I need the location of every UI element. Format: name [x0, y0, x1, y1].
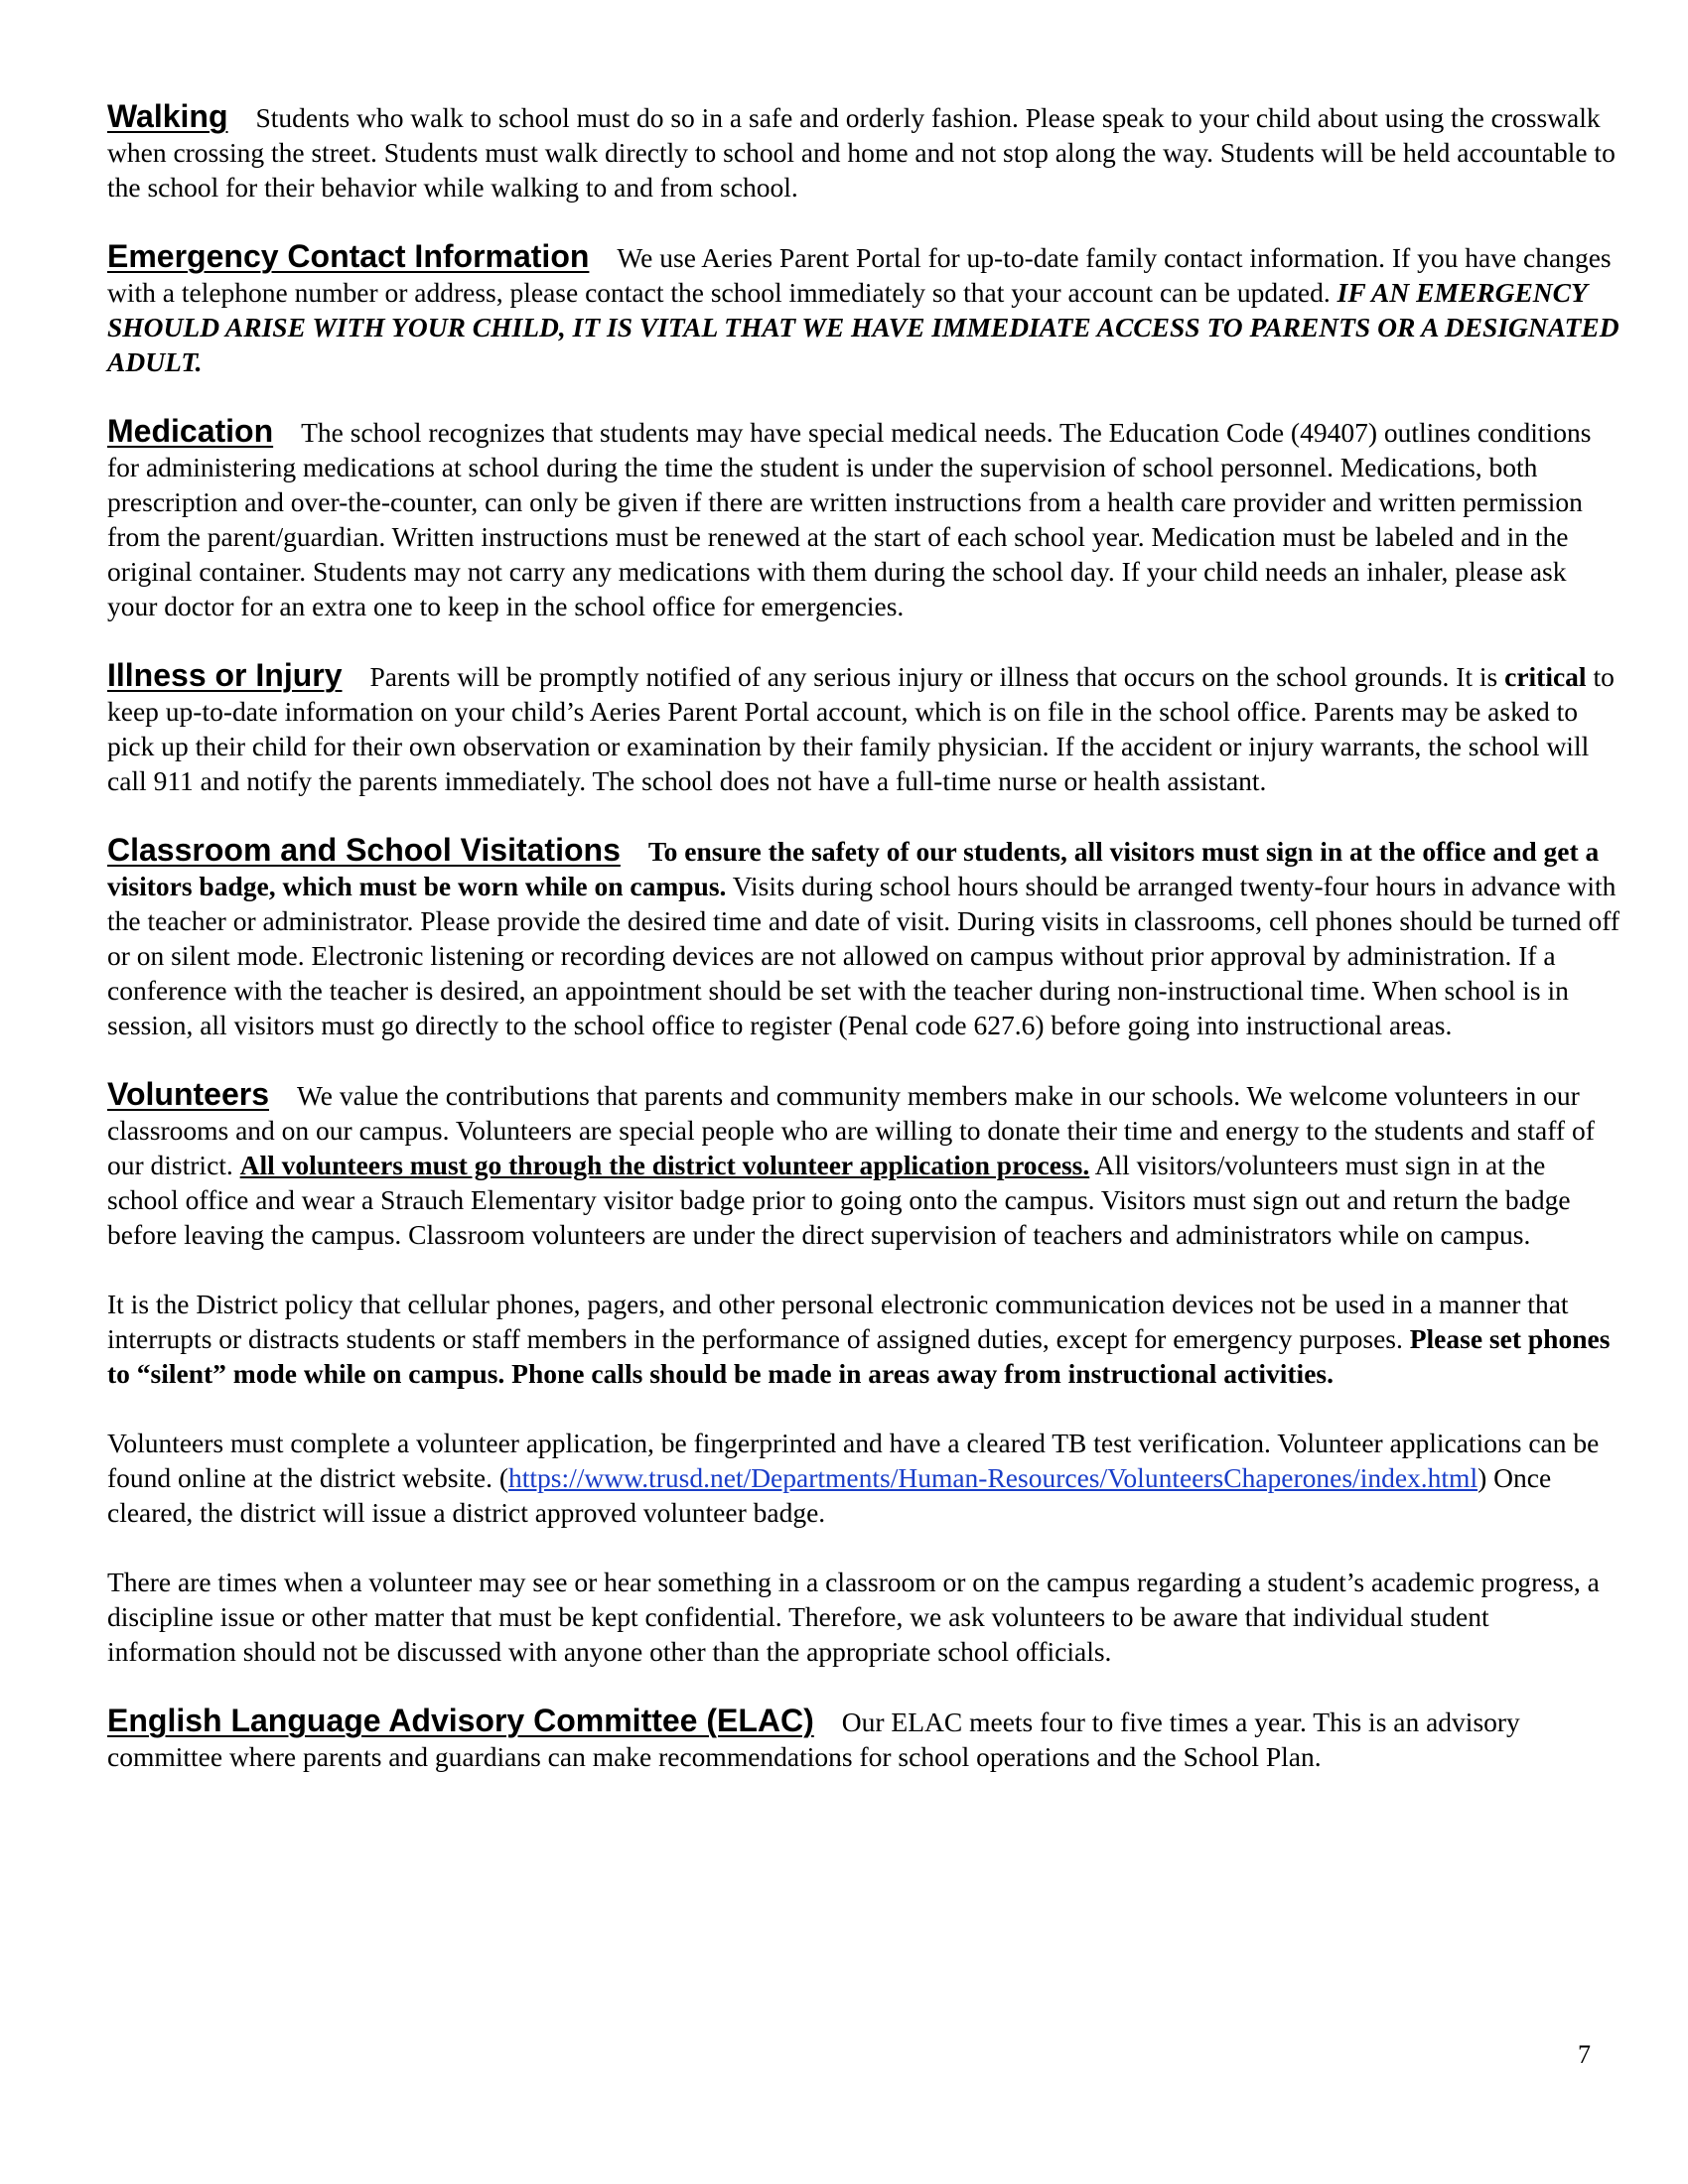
policy-body: It is the District policy that cellular phones, pagers, and other personal electronic communication devices not be used in a manner that interrupts or distracts students or staff members in the performance of assigned duties, except for emergency purposes.	[107, 1289, 1569, 1354]
page-number: 7	[1578, 2040, 1591, 2069]
heading-emergency-contact: Emergency Contact Information	[107, 238, 590, 274]
volunteer-application-link[interactable]: https://www.trusd.net/Departments/Human-Resources/VolunteersChaperones/index.html	[508, 1462, 1478, 1493]
illness-bold: critical	[1504, 661, 1587, 692]
confidential-body: There are times when a volunteer may see or hear something in a classroom or on the campus regarding a student’s academic progress, a discipline issue or other matter that must be kept confidential. Therefore, we ask volunteers to be aware that individual student information should not be discussed with anyone other than the appropriate school officials.	[107, 1567, 1600, 1667]
application-body-1: Volunteers must complete a volunteer application, be fingerprinted and have a cleared TB test verification. Volunteer applications can be found online at the district website. (	[107, 1428, 1600, 1493]
walking-body: Students who walk to school must do so in a safe and orderly fashion. Please speak to your child about using the crosswalk when crossing the street. Students must walk directly to school and home and not stop along the way. Students will be held accountable to the school for their behavior while walking to and from school.	[107, 102, 1616, 203]
paragraph-phone-policy	[107, 1287, 1621, 1391]
paragraph-volunteer-application	[107, 1426, 1621, 1530]
illness-body-1: Parents will be promptly notified of any serious injury or illness that occurs on the school grounds. It is	[369, 661, 1505, 692]
heading-elac: English Language Advisory Committee (ELAC)	[107, 1703, 814, 1738]
section-emergency-contact	[107, 239, 1621, 379]
heading-walking: Walking	[107, 98, 228, 134]
volunteers-body-1: We value the contributions that parents and community members make in our schools. We welcome volunteers in our classrooms and on our campus. Volunteers are special people who are willing to donate their time and energy to the students and staff of our district.	[107, 1080, 1595, 1180]
emergency-emphasis: IF AN EMERGENCY SHOULD ARISE WITH YOUR CHILD, IT IS VITAL THAT WE HAVE IMMEDIATE ACCESS TO PARENTS OR A DESIGNATED ADULT.	[107, 277, 1619, 377]
elac-body: Our ELAC meets four to five times a year. This is an advisory committee where parents and guardians can make recommendations for school operations and the School Plan.	[107, 1706, 1520, 1772]
policy-bold: Please set phones to “silent” mode while on campus. Phone calls should be made in areas away from instructional activities.	[107, 1323, 1611, 1389]
section-medication	[107, 414, 1621, 623]
section-volunteers	[107, 1077, 1621, 1252]
volunteers-bold-underline: All volunteers must go through the district volunteer application process.	[239, 1150, 1090, 1180]
medication-body: The school recognizes that students may have special medical needs. The Education Code (49407) outlines conditions for administering medications at school during the time the student is under the supervision of school personnel. Medications, both prescription and over-the-counter, can only be given if there are written instructions from a health care provider and written permission from the parent/guardian. Written instructions must be renewed at the start of each school year. Medication must be labeled and in the original container. Students may not carry any medications with them during the school day. If your child needs an inhaler, please ask your doctor for an extra one to keep in the school office for emergencies.	[107, 417, 1592, 621]
section-elac	[107, 1704, 1621, 1774]
illness-body-2: to keep up-to-date information on your child’s Aeries Parent Portal account, which is on file in the school office. Parents may be asked to pick up their child for their own observation or examination by their family physician. If the accident or injury warrants, the school will call 911 and notify the parents immediately. The school does not have a full-time nurse or health assistant.	[107, 661, 1615, 796]
section-walking	[107, 99, 1621, 205]
emergency-body: We use Aeries Parent Portal for up-to-date family contact information. If you have changes with a telephone number or address, please contact the school immediately so that your account can be updated.	[107, 242, 1612, 308]
application-body-2: ) Once cleared, the district will issue a district approved volunteer badge.	[107, 1462, 1552, 1528]
heading-visitations: Classroom and School Visitations	[107, 832, 621, 868]
section-visitations	[107, 833, 1621, 1042]
section-illness-injury	[107, 658, 1621, 798]
document-page	[107, 99, 1621, 1809]
heading-illness-injury: Illness or Injury	[107, 657, 343, 693]
paragraph-confidentiality	[107, 1565, 1621, 1669]
volunteers-body-2: All visitors/volunteers must sign in at the school office and wear a Strauch Elementary visitor badge prior to going onto the campus. Visitors must sign out and return the badge before leaving the campus. Classroom volunteers are under the direct supervision of teachers and administrators while on campus.	[107, 1150, 1571, 1250]
visitations-bold: To ensure the safety of our students, all visitors must sign in at the office and get a visitors badge, which must be worn while on campus.	[107, 836, 1600, 901]
visitations-body: Visits during school hours should be arranged twenty-four hours in advance with the teacher or administrator. Please provide the desired time and date of visit. During visits in classrooms, cell phones should be turned off or on silent mode. Electronic listening or recording devices are not allowed on campus without prior approval by administration. If a conference with the teacher is desired, an appointment should be set with the teacher during non-instructional time. When school is in session, all visitors must go directly to the school office to register (Penal code 627.6) before going into instructional areas.	[107, 871, 1620, 1040]
heading-volunteers: Volunteers	[107, 1076, 269, 1112]
heading-medication: Medication	[107, 413, 274, 449]
